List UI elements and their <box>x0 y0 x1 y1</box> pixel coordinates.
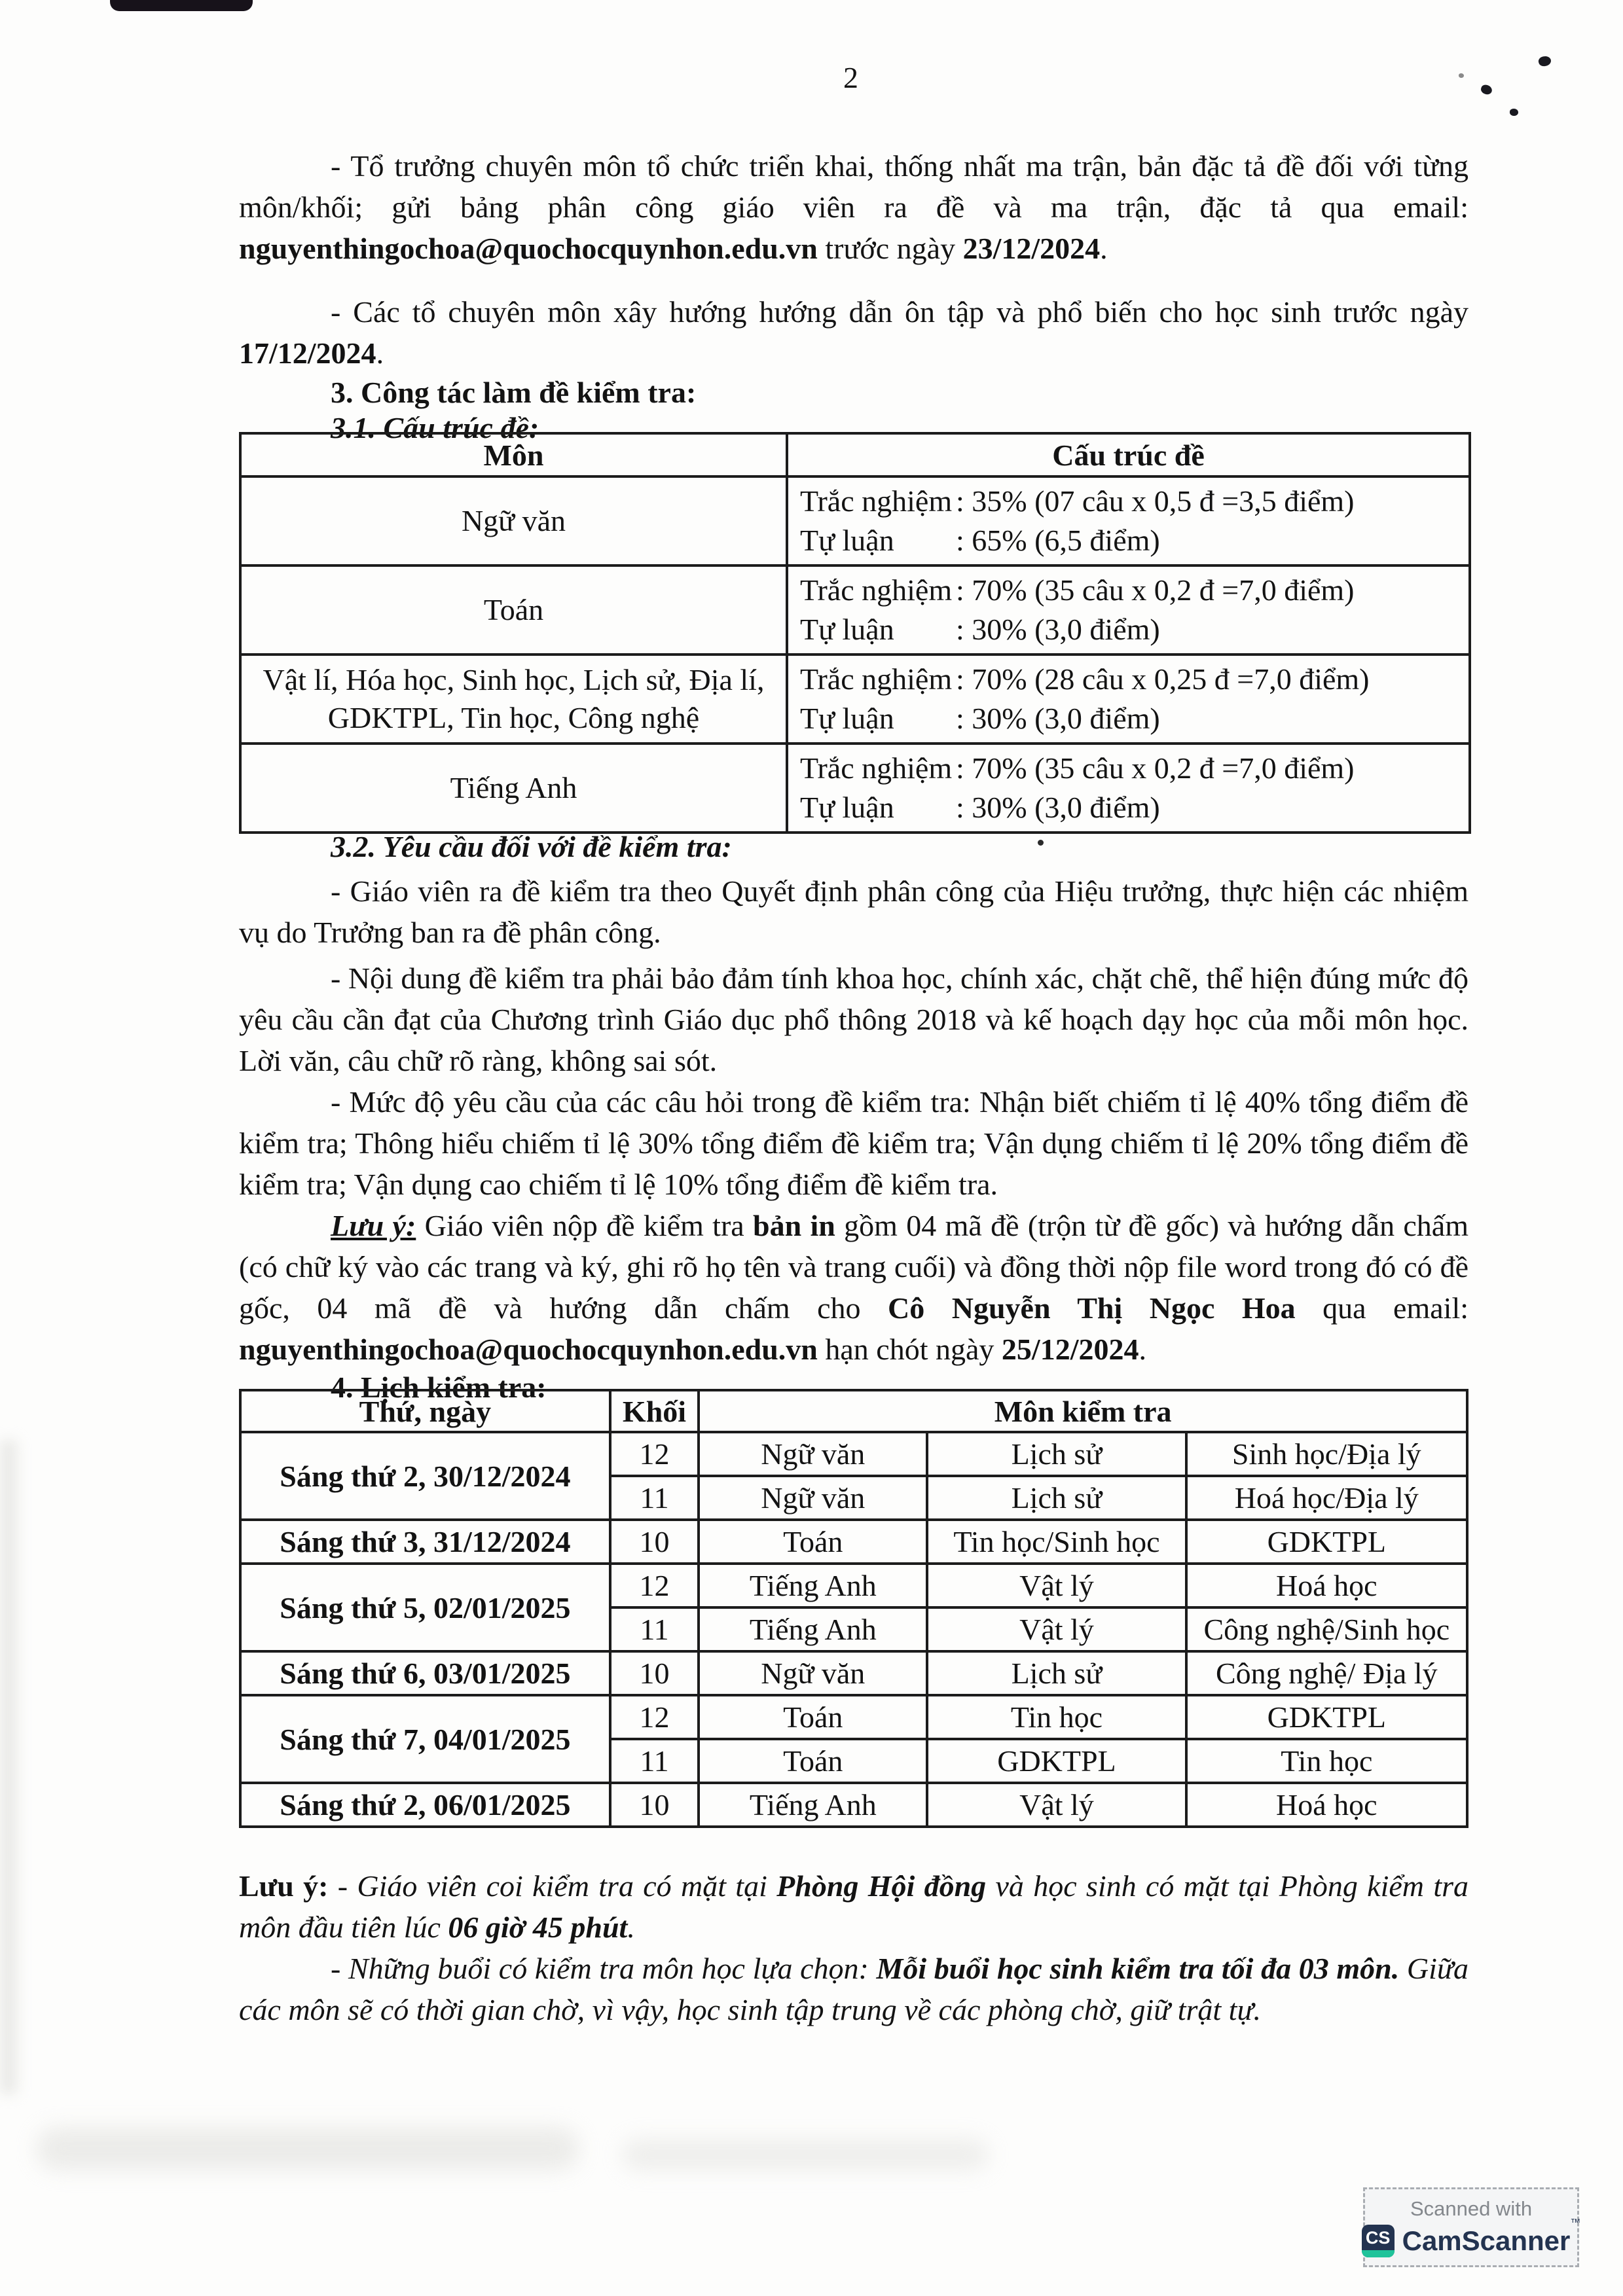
exam-subject-cell: Công nghệ/ Địa lý <box>1186 1651 1467 1695</box>
text-segment: qua email: <box>1295 1291 1469 1325</box>
scanned-with-label: Scanned with <box>1410 2197 1533 2220</box>
structure-cell <box>787 565 1470 655</box>
exam-subject-cell: Tiếng Anh <box>699 1564 927 1607</box>
structure-cell <box>787 655 1470 744</box>
text-segment: Mỗi buổi học sinh kiểm tra tối đa 03 môn. <box>876 1952 1400 1985</box>
text-segment: - Giáo viên ra đề kiểm tra theo Quyết định phân công của Hiệu trưởng, thực hiện các nhiệm vụ do Trưởng ban ra đề phân công. <box>239 874 1468 949</box>
date-cell: Sáng thứ 3, 31/12/2024 <box>240 1520 610 1564</box>
structure-line: Trắc nghiệm : 70% (28 câu x 0,25 đ =7,0 điểm) <box>800 662 1370 696</box>
text-segment: gồm 04 mã đề (trộn từ đề gốc) và hướng dẫn chấm (có chữ ký vào các trang và ký, ghi rõ họ tên và trang cuối) và đồng thời nộp file word trong đó có đề gốc, 04 mã đề và hướng dẫn chấm cho <box>239 1209 1468 1325</box>
text-segment: nguyenthingochoa@quochocquynhon.edu.vn <box>239 1333 818 1366</box>
exam-subject-cell: GDKTPL <box>1186 1695 1467 1739</box>
structure-cell <box>787 476 1470 565</box>
date-cell: Sáng thứ 2, 30/12/2024 <box>240 1432 610 1520</box>
exam-subject-cell: Toán <box>699 1695 927 1739</box>
text-segment: . <box>376 336 384 370</box>
date-cell: Sáng thứ 7, 04/01/2025 <box>240 1695 610 1783</box>
structure-line: Tự luận : 30% (3,0 điểm) <box>800 791 1160 824</box>
exam-subject-cell: GDKTPL <box>1186 1520 1467 1564</box>
text-segment: 25/12/2024 <box>1001 1333 1139 1366</box>
column-header-thu-ngay: Thứ, ngày <box>240 1390 610 1432</box>
text-segment: Lưu ý: <box>331 1209 416 1242</box>
structure-table-row <box>240 565 1470 655</box>
text-segment: . <box>627 1910 635 1944</box>
text-segment: - Nội dung đề kiểm tra phải bảo đảm tính khoa học, chính xác, chặt chẽ, thể hiện đúng mức độ yêu cầu cần đạt của Chương trình Giáo dục phổ thông 2018 và kế hoạch dạy học của mỗi môn học. Lời văn, câu chữ rõ ràng, không sai sót. <box>239 961 1468 1077</box>
date-cell: Sáng thứ 6, 03/01/2025 <box>240 1651 610 1695</box>
structure-line: Trắc nghiệm : 35% (07 câu x 0,5 đ =3,5 điểm) <box>800 484 1355 518</box>
schedule-table-row <box>240 1520 1467 1564</box>
exam-subject-cell: Hoá học <box>1186 1564 1467 1607</box>
scan-shadow <box>36 2127 579 2170</box>
ink-speck <box>1459 73 1464 78</box>
column-header-khoi: Khối <box>610 1390 699 1432</box>
column-header-mon-kiem-tra: Môn kiểm tra <box>699 1390 1467 1432</box>
exam-subject-cell: Tiếng Anh <box>699 1607 927 1651</box>
grade-cell: 11 <box>610 1739 699 1783</box>
exam-schedule-table <box>239 1389 1468 1828</box>
grade-cell: 12 <box>610 1695 699 1739</box>
schedule-table-row <box>240 1564 1467 1607</box>
section-4-heading: 4. Lịch kiểm tra: <box>331 1371 547 1404</box>
ink-speck <box>1538 55 1552 67</box>
column-header-mon: Môn <box>240 433 787 476</box>
scan-smudge-artifact <box>110 0 253 11</box>
exam-subject-cell: Tiếng Anh <box>699 1783 927 1827</box>
scan-shadow <box>0 1440 17 2094</box>
trademark-symbol: ™ <box>1570 2217 1581 2229</box>
subject-cell: Toán <box>240 565 787 655</box>
camscanner-logo-icon <box>1362 2225 1395 2257</box>
text-segment: Phòng Hội đồng <box>776 1869 987 1903</box>
subject-cell: Vật lí, Hóa học, Sinh học, Lịch sử, Địa lí, GDKTPL, Tin học, Công nghệ <box>240 655 787 744</box>
intro-paragraph-1 <box>239 145 1468 269</box>
exam-subject-cell: Lịch sử <box>927 1651 1186 1695</box>
text-segment: bản in <box>753 1209 835 1242</box>
text-segment: - Mức độ yêu cầu của các câu hỏi trong đề kiểm tra: Nhận biết chiếm tỉ lệ 40% tổng điểm đề kiểm tra; Thông hiểu chiếm tỉ lệ 30% tổng điểm đề kiểm tra; Vận dụng chiếm tỉ lệ 20% tổng điểm đề kiểm tra; Vận dụng cao chiếm tỉ lệ 10% tổng điểm đề kiểm tra. <box>239 1085 1468 1201</box>
exam-subject-cell: Lịch sử <box>927 1476 1186 1520</box>
exam-subject-cell: Toán <box>699 1520 927 1564</box>
exam-subject-cell: Hoá học <box>1186 1783 1467 1827</box>
exam-subject-cell: Công nghệ/Sinh học <box>1186 1607 1467 1651</box>
cs-icon-letters: CS <box>1365 2228 1391 2248</box>
text-segment: nguyenthingochoa@quochocquynhon.edu.vn <box>239 232 818 265</box>
requirement-paragraph-1 <box>239 870 1468 953</box>
structure-line: Tự luận : 30% (3,0 điểm) <box>800 613 1160 646</box>
section-3-heading: 3. Công tác làm đề kiểm tra: <box>331 376 697 409</box>
exam-subject-cell: Tin học <box>1186 1739 1467 1783</box>
text-segment: Lưu ý: <box>239 1869 329 1903</box>
exam-subject-cell: Vật lý <box>927 1607 1186 1651</box>
exam-subject-cell: Tin học/Sinh học <box>927 1520 1186 1564</box>
grade-cell: 10 <box>610 1651 699 1695</box>
bottom-note-2 <box>239 1948 1468 2030</box>
text-segment: 17/12/2024 <box>239 336 376 370</box>
text-segment: - Các tổ chuyên môn xây hướng hướng dẫn ôn tập và phổ biến cho học sinh trước ngày <box>331 295 1468 329</box>
requirement-paragraph-3 <box>239 1081 1468 1205</box>
page-number: 2 <box>843 61 858 94</box>
structure-table-row <box>240 476 1470 565</box>
table-header-row <box>240 433 1470 476</box>
grade-cell: 11 <box>610 1607 699 1651</box>
subject-cell: Tiếng Anh <box>240 744 787 833</box>
camscanner-brand: CamScanner™ <box>1402 2217 1581 2256</box>
requirement-paragraph-2 <box>239 958 1468 1081</box>
exam-subject-cell: Toán <box>699 1739 927 1783</box>
exam-subject-cell: GDKTPL <box>927 1739 1186 1783</box>
grade-cell: 12 <box>610 1432 699 1476</box>
text-segment: - Những buổi có kiểm tra môn học lựa chọn: <box>331 1952 877 1985</box>
structure-line: Tự luận : 30% (3,0 điểm) <box>800 702 1160 735</box>
scan-shadow <box>622 2139 989 2170</box>
structure-line: Trắc nghiệm : 70% (35 câu x 0,2 đ =7,0 điểm) <box>800 751 1355 785</box>
text-segment: Cô Nguyễn Thị Ngọc Hoa <box>888 1291 1296 1325</box>
exam-subject-cell: Lịch sử <box>927 1432 1186 1476</box>
text-segment: hạn chót ngày <box>817 1333 1002 1366</box>
text-segment: Giáo viên nộp đề kiểm tra <box>416 1209 754 1242</box>
text-segment: 23/12/2024 <box>962 232 1101 265</box>
section-3-1-heading: 3.1. Cấu trúc đề: <box>331 411 539 444</box>
structure-table-row <box>240 655 1470 744</box>
grade-cell: 11 <box>610 1476 699 1520</box>
column-header-cau-truc: Cấu trúc đề <box>787 433 1470 476</box>
exam-subject-cell: Ngữ văn <box>699 1432 927 1476</box>
exam-subject-cell: Tin học <box>927 1695 1186 1739</box>
subject-cell: Ngữ văn <box>240 476 787 565</box>
ink-speck <box>1480 84 1493 96</box>
camscanner-badge <box>1363 2187 1579 2267</box>
schedule-table-row <box>240 1695 1467 1739</box>
exam-subject-cell: Ngữ văn <box>699 1651 927 1695</box>
schedule-table-row <box>240 1783 1467 1827</box>
structure-cell <box>787 744 1470 833</box>
schedule-table-row <box>240 1432 1467 1476</box>
table-header-row <box>240 1390 1467 1432</box>
exam-subject-cell: Sinh học/Địa lý <box>1186 1432 1467 1476</box>
text-segment: - Giáo viên coi kiểm tra có mặt tại <box>328 1869 777 1903</box>
text-segment: và học sinh có mặt tại Phòng kiểm tra môn đầu tiên lúc <box>239 1869 1469 1944</box>
exam-subject-cell: Vật lý <box>927 1564 1186 1607</box>
structure-line: Tự luận : 65% (6,5 điểm) <box>800 524 1160 557</box>
text-segment: - Tổ trưởng chuyên môn tổ chức triển khai, thống nhất ma trận, bản đặc tả đề đối với từng môn/khối; gửi bảng phân công giáo viên ra đề và ma trận, đặc tả qua email: <box>239 149 1468 224</box>
structure-line: Trắc nghiệm : 70% (35 câu x 0,2 đ =7,0 điểm) <box>800 573 1355 607</box>
grade-cell: 12 <box>610 1564 699 1607</box>
structure-table-row <box>240 744 1470 833</box>
exam-structure-table <box>239 432 1471 834</box>
text-segment: 06 giờ 45 phút <box>448 1910 628 1944</box>
date-cell: Sáng thứ 5, 02/01/2025 <box>240 1564 610 1651</box>
text-segment: . <box>1139 1333 1146 1366</box>
ink-speck <box>1510 109 1518 116</box>
text-segment: Giữa các môn sẽ có thời gian chờ, vì vậy, học sinh tập trung về các phòng chờ, giữ trật tự. <box>239 1952 1468 2026</box>
schedule-table-row <box>240 1651 1467 1695</box>
intro-paragraph-2 <box>239 291 1468 374</box>
bottom-note-1 <box>239 1865 1468 1948</box>
exam-subject-cell: Vật lý <box>927 1783 1186 1827</box>
grade-cell: 10 <box>610 1783 699 1827</box>
text-segment: trước ngày <box>817 232 963 265</box>
note-paragraph-submission <box>239 1205 1468 1370</box>
section-3-2-heading: 3.2. Yêu cầu đối với đề kiểm tra: <box>331 830 732 863</box>
exam-subject-cell: Hoá học/Địa lý <box>1186 1476 1467 1520</box>
text-segment: . <box>1100 232 1108 265</box>
date-cell: Sáng thứ 2, 06/01/2025 <box>240 1783 610 1827</box>
exam-subject-cell: Ngữ văn <box>699 1476 927 1520</box>
grade-cell: 10 <box>610 1520 699 1564</box>
